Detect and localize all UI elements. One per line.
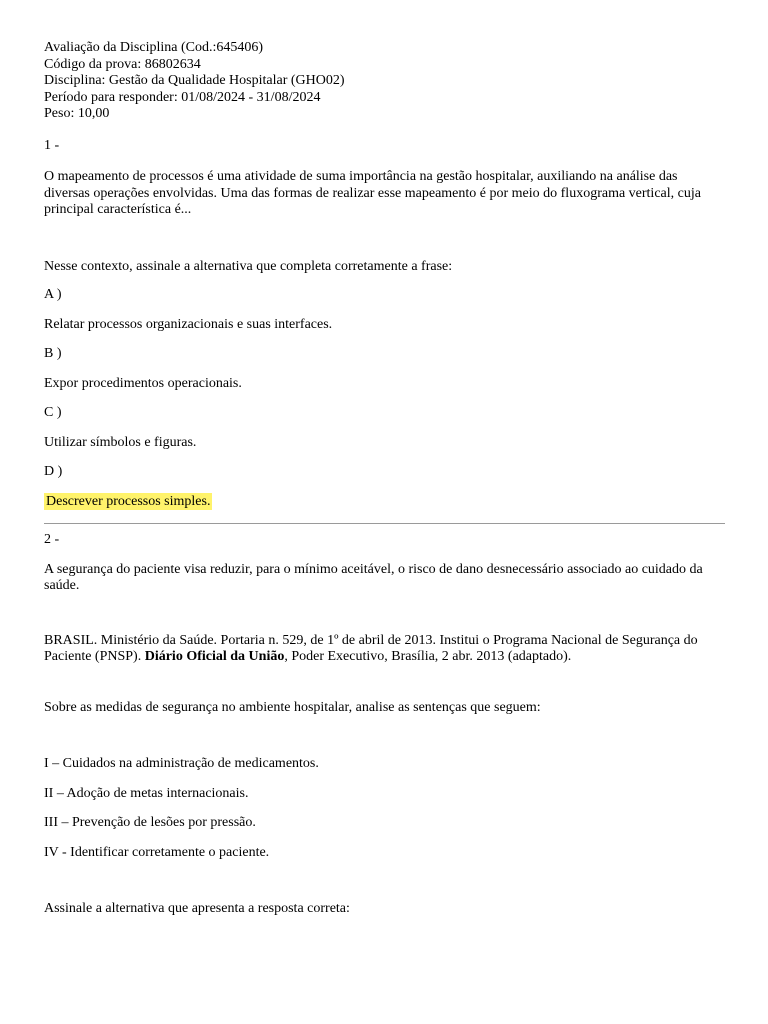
citation-text: BRASIL. Ministério da Saúde. Portaria n. 529, de 1º de abril de 2013. Institui o Programa Nacional de Segurança do Paciente (PNSP). xyxy=(44,632,698,664)
citation-details: , Poder Executivo, Brasília, 2 abr. 2013 (adaptado). xyxy=(284,649,572,664)
discipline-name-line: Disciplina: Gestão da Qualidade Hospitalar (GHO02) xyxy=(44,73,345,88)
option-text-c[interactable]: Utilizar símbolos e figuras. xyxy=(44,434,197,450)
option-text-d[interactable] xyxy=(44,494,725,511)
question-number: 2 - xyxy=(44,532,60,547)
discipline-evaluation-line: Avaliação da Disciplina (Cod.:645406) xyxy=(44,40,264,55)
exam-header xyxy=(44,40,725,123)
final-prompt: Assinale a alternativa que apresenta a resposta correta: xyxy=(44,901,350,916)
citation-publication: Diário Oficial da União xyxy=(144,649,285,664)
exam-code-line: Código da prova: 86802634 xyxy=(44,56,201,72)
statement-i: I – Cuidados na administração de medicamentos. xyxy=(44,756,319,771)
question-2 xyxy=(44,532,725,918)
statement-iv: IV - Identificar corretamente o paciente. xyxy=(44,844,270,860)
citation xyxy=(44,633,725,666)
question-text: A segurança do paciente visa reduzir, para o mínimo aceitável, o risco de dano desnecessário associado ao cuidado da saúde. xyxy=(44,561,703,593)
exam-document xyxy=(44,40,725,918)
statement-iii: III – Prevenção de lesões por pressão. xyxy=(44,815,256,830)
weight-line: Peso: 10,00 xyxy=(44,106,110,121)
question-text: O mapeamento de processos é uma atividade de suma importância na gestão hospitalar, auxiliando na análise das diversas operações envolvidas. Uma das formas de realizar esse mapeamento é por meio do fluxograma vertical, cuja principal característica é... xyxy=(44,169,701,217)
option-letter-c[interactable]: C ) xyxy=(44,405,62,420)
option-letter-a[interactable]: A ) xyxy=(44,287,62,302)
option-text-a[interactable]: Relatar processos organizacionais e suas interfaces. xyxy=(44,316,333,332)
option-letter-b[interactable]: B ) xyxy=(44,346,62,361)
option-letter-d[interactable]: D ) xyxy=(44,464,63,479)
question-prompt: Nesse contexto, assinale a alternativa que completa corretamente a frase: xyxy=(44,258,453,274)
selected-answer-highlight: Descrever processos simples. xyxy=(46,493,211,509)
response-period-line: Período para responder: 01/08/2024 - 31/08/2024 xyxy=(44,89,321,105)
question-divider xyxy=(44,523,725,524)
option-text-b[interactable]: Expor procedimentos operacionais. xyxy=(44,375,242,391)
statement-ii: II – Adoção de metas internacionais. xyxy=(44,785,249,801)
question-1 xyxy=(44,138,725,511)
question-prompt: Sobre as medidas de segurança no ambiente hospitalar, analise as sentenças que seguem: xyxy=(44,699,541,715)
question-number: 1 - xyxy=(44,137,60,153)
